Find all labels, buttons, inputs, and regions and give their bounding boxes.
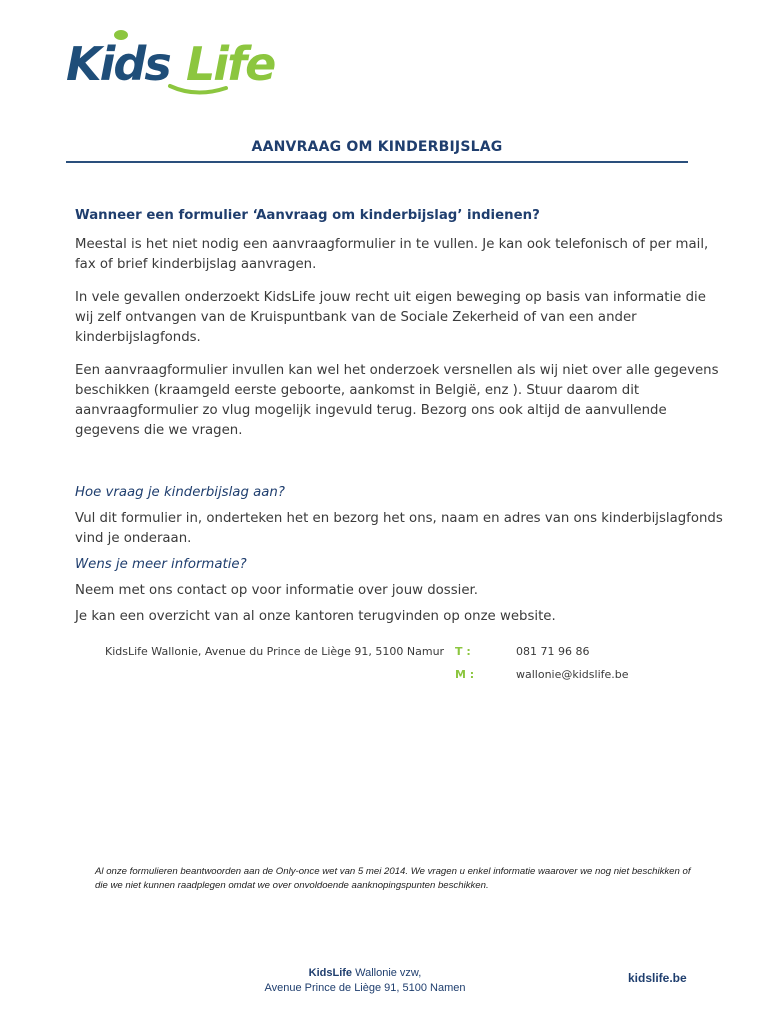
howto-heading: Hoe vraag je kinderbijslag aan?: [75, 485, 285, 500]
intro-paragraph-3: Een aanvraagformulier invullen kan wel het onderzoek versnellen als wij niet over alle gegevens beschikken (kraamgeld eerste geboorte, aankomst in België, enz ). Stuur daarom dit aanvraagformulier zo vlug mogelijk ingevuld terug. Bezorg ons ook altijd de aanvullende gegevens die we vragen.: [75, 363, 719, 438]
phone-label: T :: [455, 645, 471, 658]
contact-address: KidsLife Wallonie, Avenue du Prince de Liège 91, 5100 Namur: [105, 645, 445, 658]
footer-brand: KidsLife: [308, 967, 353, 979]
email-link[interactable]: wallonie@kidslife.be: [516, 668, 629, 681]
only-once-note: Al onze formulieren beantwoorden aan de Only-once wet van 5 mei 2014. We vragen u enkel informatie waarover we nog niet beschikken of die we niet kunnen raadplegen omdat we over onvoldoende aanknopingspunten beschikken.: [95, 866, 691, 891]
intro-question: Wanneer een formulier ‘Aanvraag om kinderbijslag’ indienen?: [75, 208, 540, 223]
footer-address: [230, 966, 500, 996]
info-heading: Wens je meer informatie?: [75, 557, 247, 572]
logo-kids-text: Kids: [66, 37, 170, 91]
info-line-1: Neem met ons contact op voor informatie over jouw dossier.: [75, 583, 479, 598]
footer-website-link[interactable]: kidslife.be: [628, 971, 687, 985]
main-content: [75, 208, 725, 640]
footer-org: Wallonie vzw,: [352, 967, 422, 979]
logo-life-text: Life: [186, 37, 275, 91]
info-line-2: Je kan een overzicht van al onze kantoren terugvinden op onze website.: [75, 609, 556, 624]
title-divider: [66, 161, 688, 163]
howto-text: Vul dit formulier in, onderteken het en bezorg het ons, naam en adres van ons kinderbijslagfonds vind je onderaan.: [75, 511, 723, 546]
intro-paragraph-1: Meestal is het niet nodig een aanvraagformulier in te vullen. Je kan ook telefonisch of per mail, fax of brief kinderbijslag aanvragen.: [75, 237, 709, 272]
footer-street: Avenue Prince de Liège 91, 5100 Namen: [264, 982, 466, 994]
kidslife-logo: [66, 28, 292, 96]
phone-number: 081 71 96 86: [516, 645, 590, 658]
page-title: AANVRAAG OM KINDERBIJSLAG: [251, 139, 503, 155]
intro-paragraph-2: In vele gevallen onderzoekt KidsLife jouw recht uit eigen beweging op basis van informatie die wij zelf ontvangen van de Kruispuntbank van de Sociale Zekerheid of van een ander kinderbijslagfonds.: [75, 290, 706, 345]
spacer: [75, 454, 725, 483]
mail-label: M :: [455, 668, 475, 681]
